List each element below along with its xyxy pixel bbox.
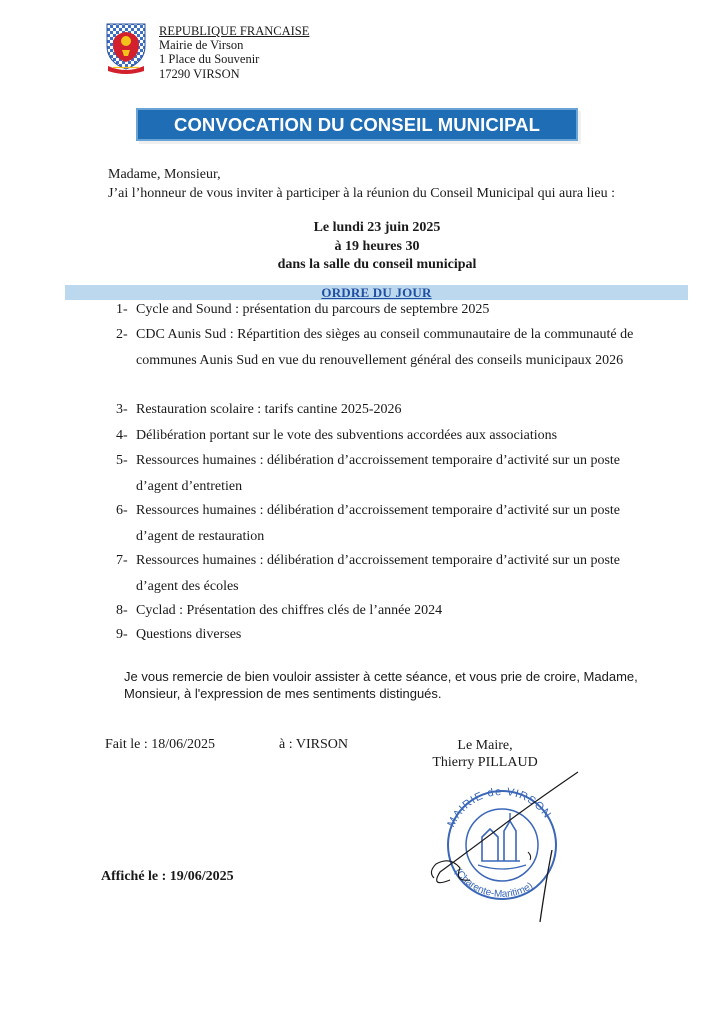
agenda-item-number: 4- (116, 428, 128, 443)
closing-paragraph: Je vous remercie de bien vouloir assister à cette séance, et vous prie de croire, Madame, Monsieur, à l'expression de mes sentiments distingués. (124, 669, 638, 701)
mayor-signature (410, 760, 590, 930)
mairie-name: Mairie de Virson (159, 38, 244, 53)
agenda-item-text: Ressources humaines : délibération d’accroissement temporaire d’activité sur un poste d’agent d’entretien (136, 453, 621, 494)
invitation-text: J’ai l’honneur de vous inviter à participer à la réunion du Conseil Municipal qui aura lieu : (108, 185, 615, 201)
stamp-bottom-text: (Charente-Maritime) (452, 866, 536, 901)
posted-date: Affiché le : 19/06/2025 (101, 869, 234, 884)
agenda-item (116, 498, 656, 549)
agenda-item-text: Cycle and Sound : présentation du parcours de septembre 2025 (136, 302, 490, 317)
agenda-item-text: Ressources humaines : délibération d’accroissement temporaire d’activité sur un poste d’agent des écoles (136, 553, 621, 594)
agenda-item (116, 622, 656, 648)
agenda-item-number: 6- (116, 503, 128, 518)
agenda-item-number: 3- (116, 402, 128, 417)
signatory-name: Thierry PILLAUD (432, 755, 538, 770)
agenda-item (116, 598, 656, 624)
agenda-item-number: 8- (116, 603, 128, 618)
agenda-item (116, 448, 656, 499)
issued-place: à : VIRSON (279, 737, 348, 752)
agenda-item-number: 7- (116, 553, 128, 568)
agenda-item-text: Ressources humaines : délibération d’accroissement temporaire d’activité sur un poste d’agent de restauration (136, 503, 621, 544)
meeting-time: à 19 heures 30 (334, 238, 420, 254)
agenda-item (116, 322, 656, 373)
agenda-item-number: 1- (116, 302, 128, 317)
stamp-top-text: MAIRIE de VIRSON (445, 785, 554, 830)
agenda-item-text: Restauration scolaire : tarifs cantine 2025-2026 (136, 402, 402, 417)
agenda-item-text: Cyclad : Présentation des chiffres clés de l’année 2024 (136, 603, 443, 618)
document-title-banner: CONVOCATION DU CONSEIL MUNICIPAL (136, 108, 578, 141)
agenda-item-text: Questions diverses (136, 627, 242, 642)
meeting-details (0, 219, 725, 275)
address-city: 17290 VIRSON (159, 66, 240, 81)
intro-paragraph (108, 166, 615, 203)
meeting-place: dans la salle du conseil municipal (277, 257, 477, 272)
agenda-item (116, 297, 656, 323)
signatory-block (0, 737, 725, 771)
agenda-item (116, 397, 656, 423)
agenda-title: ORDRE DU JOUR (321, 284, 432, 300)
meeting-date: Le lundi 23 juin 2025 (313, 220, 441, 235)
agenda-item (116, 423, 656, 449)
address-street: 1 Place du Souvenir (159, 52, 260, 67)
mairie-header (159, 24, 309, 81)
agenda-item (116, 548, 656, 599)
signatory-role: Le Maire, (457, 738, 513, 753)
agenda-item-text: Délibération portant sur le vote des subventions accordées aux associations (136, 428, 558, 443)
republique-francaise-label: REPUBLIQUE FRANCAISE (159, 24, 310, 38)
issued-date: Fait le : 18/06/2025 (105, 737, 216, 752)
agenda-item-number: 2- (116, 327, 128, 342)
agenda-item-number: 9- (116, 627, 128, 642)
coat-of-arms-logo (104, 22, 148, 74)
agenda-item-number: 5- (116, 453, 128, 468)
agenda-item-text: CDC Aunis Sud : Répartition des sièges au conseil communautaire de la communauté de communes Aunis Sud en vue du renouvellement général des conseils municipaux 2026 (136, 327, 634, 368)
greeting: Madame, Monsieur, (108, 167, 221, 182)
